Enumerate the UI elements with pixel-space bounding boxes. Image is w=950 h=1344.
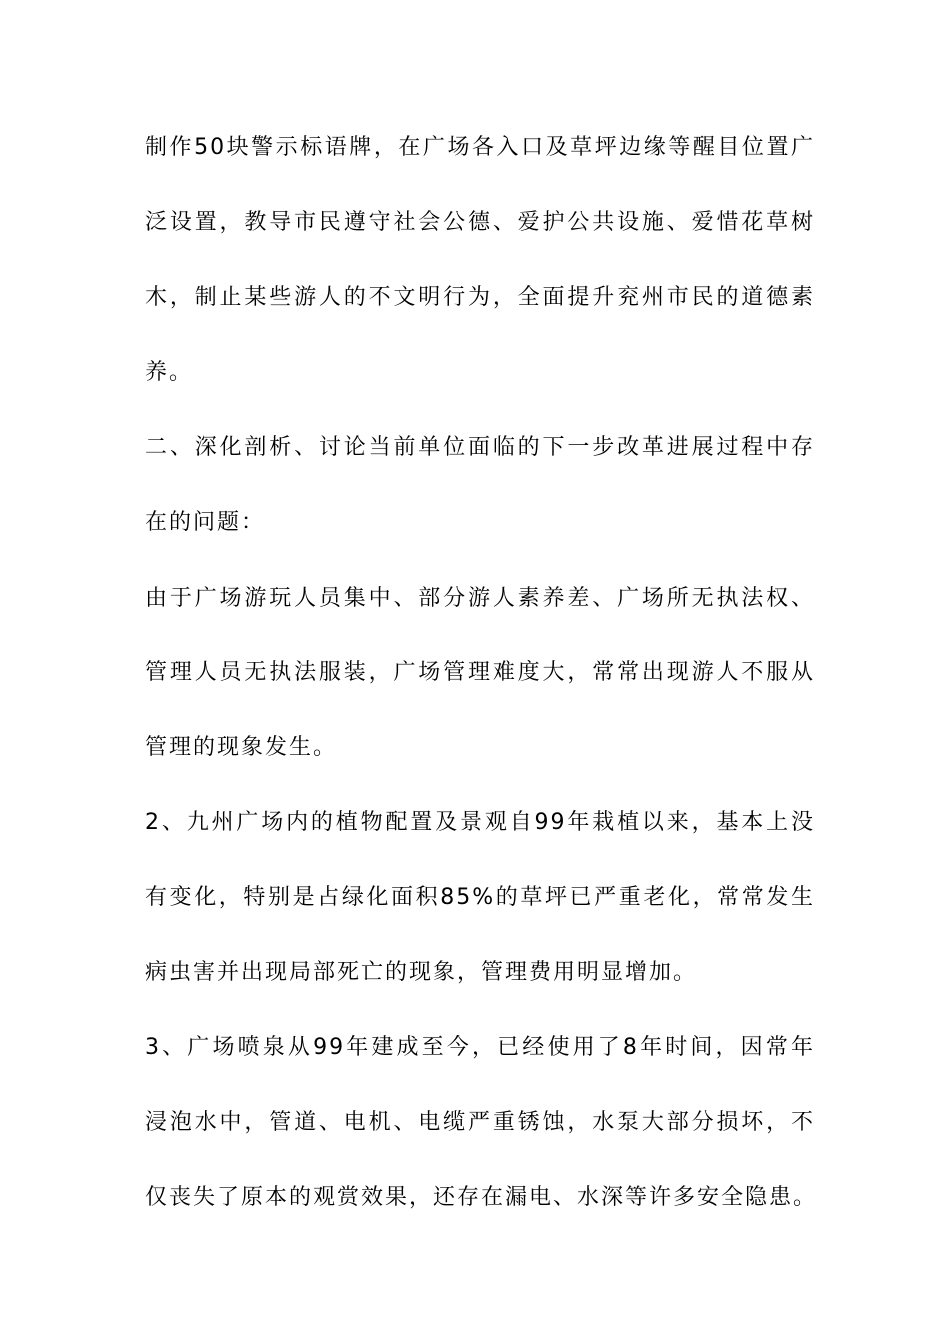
text-line: 养。: [145, 360, 194, 385]
section-heading: 二、深化剖析、讨论当前单位面临的下一步改革进展过程中存: [145, 435, 815, 460]
text-line: 仅丧失了原本的观赏效果，还存在漏电、水深等许多安全隐患。: [145, 1185, 818, 1210]
text-line: 制作50块警示标语牌，在广场各入口及草坪边缘等醒目位置广: [145, 135, 815, 160]
text-line: 病虫害并出现局部死亡的现象，管理费用明显增加。: [145, 960, 698, 985]
list-item-2: 2、九州广场内的植物配置及景观自99年栽植以来，基本上没: [145, 810, 815, 835]
text-line: 浸泡水中，管道、电机、电缆严重锈蚀，水泵大部分损坏，不: [145, 1110, 815, 1135]
text-line: 泛设置，教导市民遵守社会公德、爱护公共设施、爱惜花草树: [145, 210, 815, 235]
text-line: 有变化，特别是占绿化面积85%的草坪已严重老化，常常发生: [145, 885, 815, 910]
text-line: 管理的现象发生。: [145, 735, 338, 760]
section-heading-continued: 在的问题：: [145, 510, 266, 535]
list-item-3: 3、广场喷泉从99年建成至今，已经使用了8年时间，因常年: [145, 1035, 815, 1060]
text-line: 管理人员无执法服装，广场管理难度大，常常出现游人不服从: [145, 660, 815, 685]
text-line: 木，制止某些游人的不文明行为，全面提升兖州市民的道德素: [145, 285, 815, 310]
text-line: 由于广场游玩人员集中、部分游人素养差、广场所无执法权、: [145, 586, 815, 611]
